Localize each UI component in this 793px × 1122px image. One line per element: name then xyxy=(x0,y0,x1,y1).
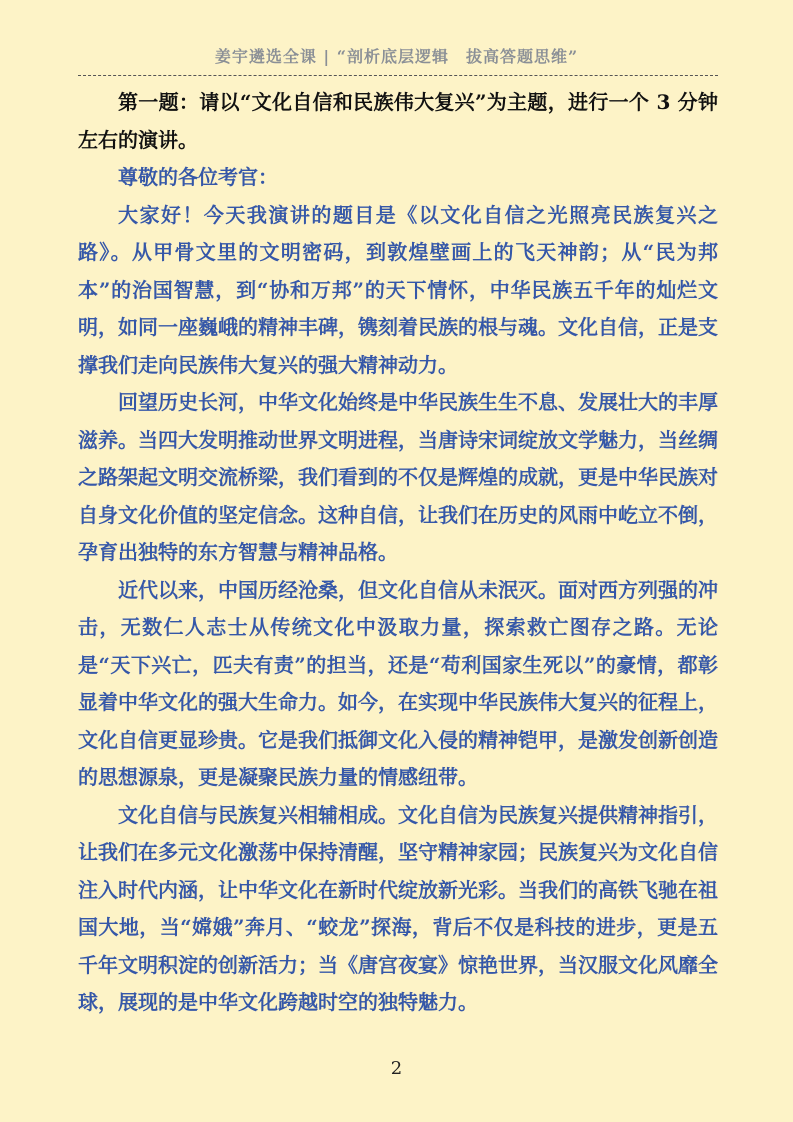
page-number: 2 xyxy=(390,1058,403,1079)
header-divider xyxy=(78,75,718,76)
speech-paragraph-3: 近代以来，中国历经沧桑，但文化自信从未泯灭。面对西方列强的冲击，无数仁人志士从传统文化中汲取力量，探索救亡图存之路。无论是“天下兴亡，匹夫有责”的担当，还是“苟利国家生死以”的豪情，都彰显着中华文化的强大生命力。如今，在实现中华民族伟大复兴的征程上，文化自信更显珍贵。它是我们抵御文化入侵的精神铠甲，是激发创新创造的思想源泉，更是凝聚民族力量的情感纽带。 xyxy=(78,577,718,789)
question-prompt: 第一题：请以“文化自信和民族伟大复兴”为主题，进行一个 3 分钟左右的演讲。 xyxy=(78,90,718,152)
speech-salutation: 尊敬的各位考官： xyxy=(118,165,278,189)
speech-paragraph-4: 文化自信与民族复兴相辅相成。文化自信为民族复兴提供精神指引，让我们在多元文化激荡中保持清醒，坚守精神家园；民族复兴为文化自信注入时代内涵，让中华文化在新时代绽放新光彩。当我们的高铁飞驰在祖国大地，当“嫦娥”奔月、“蛟龙”探海，背后不仅是科技的进步，更是五千年文明积淀的创新活力；当《唐宫夜宴》惊艳世界，当汉服文化风靡全球，展现的是中华文化跨越时空的独特魅力。 xyxy=(78,802,718,1014)
page-header: 姜宇遴选全课 | “剖析底层逻辑 拔高答题思维” xyxy=(214,47,579,66)
speech-paragraph-1: 大家好！今天我演讲的题目是《以文化自信之光照亮民族复兴之路》。从甲骨文里的文明密码，到敦煌壁画上的飞天神韵；从“民为邦本”的治国智慧，到“协和万邦”的天下情怀，中华民族五千年的灿烂文明，如同一座巍峨的精神丰碑，镌刻着民族的根与魂。文化自信，正是支撑我们走向民族伟大复兴的强大精神动力。 xyxy=(78,202,718,377)
document-body xyxy=(78,84,718,1022)
speech-paragraph-2: 回望历史长河，中华文化始终是中华民族生生不息、发展壮大的丰厚滋养。当四大发明推动世界文明进程，当唐诗宋词绽放文学魅力，当丝绸之路架起文明交流桥梁，我们看到的不仅是辉煌的成就，更是中华民族对自身文化价值的坚定信念。这种自信，让我们在历史的风雨中屹立不倒，孕育出独特的东方智慧与精神品格。 xyxy=(78,390,718,564)
